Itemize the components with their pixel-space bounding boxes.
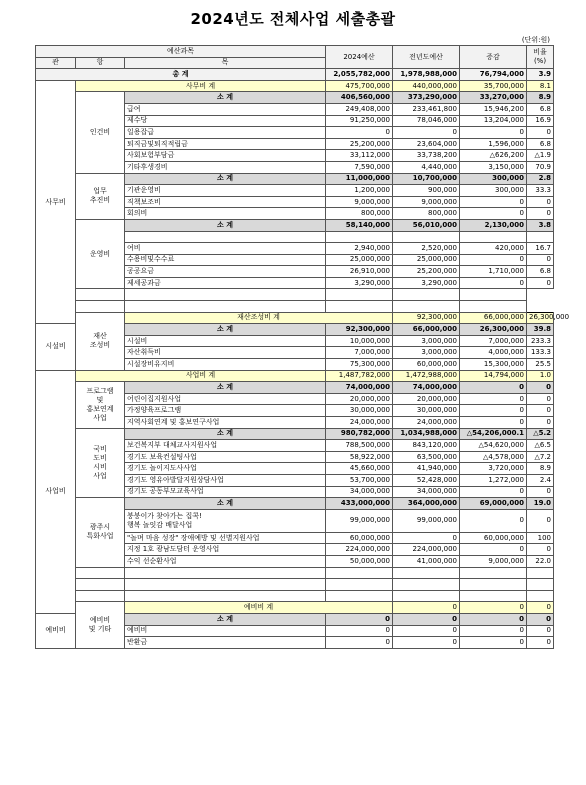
expenditure-summary-table (35, 45, 570, 649)
header-previous: 전년도예산 (393, 46, 460, 69)
table-row: 여비 2,940,000 2,520,000 420,000 16.7 (36, 243, 554, 255)
table-row: 퇴직금및퇴직적립금 25,200,000 23,604,000 1,596,000 6.8 (36, 138, 554, 150)
table-row: 보건복지부 대체교사지원사업 788,500,000 843,120,000 △54,620,000 △6.5 (36, 440, 554, 452)
table-row: 경기도 보육컨설팅사업 58,922,000 63,500,000 △4,578,000 △7.2 (36, 451, 554, 463)
header-mok: 목 (125, 57, 326, 69)
table-row: 제세공과금 3,290,000 3,290,000 0 0 (36, 277, 554, 289)
hang-program: 프로그램 및 홍보연계 사업 (76, 382, 125, 428)
nat-subtotal-row: 국비 도비 시비 사업 소 계 980,782,000 1,034,988,000 △54,206,000.1 △5.2 (36, 428, 554, 440)
office-total-row: 사무비 사무비 계 475,700,000 440,000,000 35,700,000 8.1 (36, 80, 554, 92)
reserve-subtotal-row: 예비비 소 계 0 0 0 0 (36, 613, 554, 625)
table-row: 시설비 10,000,000 3,000,000 7,000,000 233.3 (36, 335, 554, 347)
table-row: 급여 249,408,000 233,461,800 15,946,200 6.8 (36, 103, 554, 115)
table-row: 시설장비유지비 75,300,000 60,000,000 15,300,000 25.5 (36, 359, 554, 371)
table-row: "놀며 마음 성장" 장애예방 및 선별지원사업 60,000,000 0 60,000,000 100 (36, 532, 554, 544)
table-row (36, 301, 554, 313)
hang-gwangju: 광주시 특화사업 (76, 498, 125, 567)
header-budget-category: 예산과목 (36, 46, 326, 58)
gwan-property: 재산 조성비 (76, 312, 125, 370)
header-current: 2024예산 (326, 46, 393, 69)
table-row: 붕붕이가 찾아가는 집콕! 행복 놀잇감 배달사업 99,000,000 99,000,000 0 0 (36, 509, 554, 532)
hang-duty: 업무 추진비 (76, 173, 125, 219)
header-hang: 항 (76, 57, 125, 69)
hang-facility: 시설비 (36, 324, 76, 370)
table-row: 자산취득비 7,000,000 3,000,000 4,000,000 133.3 (36, 347, 554, 359)
business-total-row: 사업비 사업비 계 1,487,782,000 1,472,988,000 14,794,000 1.0 (36, 370, 554, 382)
table-row: 제수당 91,250,000 78,046,000 13,204,000 16.9 (36, 115, 554, 127)
hang-personnel: 인건비 (76, 92, 125, 173)
page-title: 2024년도 전체사업 세출총괄 (190, 10, 396, 28)
gwan-reserve: 예비비 및 기타 (76, 602, 125, 648)
table-row: 경기도 공동부모교육사업 34,000,000 34,000,000 0 0 (36, 486, 554, 498)
table-row: 수익 선순환사업 50,000,000 41,000,000 9,000,000 22.0 (36, 555, 554, 567)
table-row: 회의비 800,000 800,000 0 0 (36, 208, 554, 220)
table-row: 어린이집지원사업 20,000,000 20,000,000 0 0 (36, 393, 554, 405)
header-change: 증감 (460, 46, 527, 69)
reserve-total-row: 예비비 및 기타 예비비 계 0 0 0 (36, 602, 554, 614)
hang-ops: 운영비 (76, 219, 125, 289)
hang-reserve: 예비비 (36, 613, 76, 648)
table-row: 직책보조비 9,000,000 9,000,000 0 0 (36, 196, 554, 208)
table-row: 기타후생경비 7,590,000 4,440,000 3,150,000 70.9 (36, 161, 554, 173)
table-row: 예비비 0 0 0 0 (36, 625, 554, 637)
gwan-office: 사무비 (36, 80, 76, 323)
unit-label: (단위:원) (521, 36, 550, 44)
table-row: 일용잡급 0 0 0 0 (36, 127, 554, 139)
personnel-subtotal-row: 인건비 소 계 406,560,000 373,290,000 33,270,000 8.9 (36, 92, 554, 104)
table-row: 사회보험부담금 33,112,000 33,738,200 △626,200 △1.9 (36, 150, 554, 162)
property-subtotal-row: 시설비 소 계 92,300,000 66,000,000 26,300,000 39.8 (36, 324, 554, 336)
table-row: 반환금 0 0 0 0 (36, 637, 554, 649)
table-row: 경기도 영유아발달지원상담사업 53,700,000 52,428,000 1,272,000 2.4 (36, 474, 554, 486)
table-row (36, 579, 554, 591)
table-row: 지정 1호 광남도담터 운영사업 224,000,000 224,000,000 0 0 (36, 544, 554, 556)
table-row: 공공요금 26,910,000 25,200,000 1,710,000 6.8 (36, 266, 554, 278)
ops-subtotal-row: 운영비 소 계 58,140,000 56,010,000 2,130,000 3.8 (36, 219, 554, 231)
hang-national: 국비 도비 시비 사업 (76, 428, 125, 498)
table-row (36, 567, 554, 579)
grand-total-row: 총 계 2,055,782,000 1,978,988,000 76,794,000 3.9 (36, 69, 554, 81)
table-row: 수용비및수수료 25,000,000 25,000,000 0 0 (36, 254, 554, 266)
header-gwan: 관 (36, 57, 76, 69)
table-row: 가정양육프로그램 30,000,000 30,000,000 0 0 (36, 405, 554, 417)
table-row: 기관운영비 1,200,000 900,000 300,000 33.3 (36, 185, 554, 197)
header-ratio: 비율 (%) (527, 46, 554, 69)
gj-subtotal-row: 광주시 특화사업 소 계 433,000,000 364,000,000 69,000,000 19.0 (36, 498, 554, 510)
table-row: 경기도 놀이지도사사업 45,660,000 41,940,000 3,720,000 8.9 (36, 463, 554, 475)
table-row (36, 590, 554, 602)
property-total-row: 재산 조성비 재산조성비 계 92,300,000 66,000,000 26,300,000 (36, 312, 554, 324)
prog-subtotal-row: 프로그램 및 홍보연계 사업 소 계 74,000,000 74,000,000 0 0 (36, 382, 554, 394)
gwan-business: 사업비 (36, 370, 76, 613)
table-row: 지역사회연계 및 홍보연구사업 24,000,000 24,000,000 0 0 (36, 417, 554, 429)
duty-subtotal-row: 업무 추진비 소 계 11,000,000 10,700,000 300,000 2.8 (36, 173, 554, 185)
table-row (36, 289, 554, 301)
